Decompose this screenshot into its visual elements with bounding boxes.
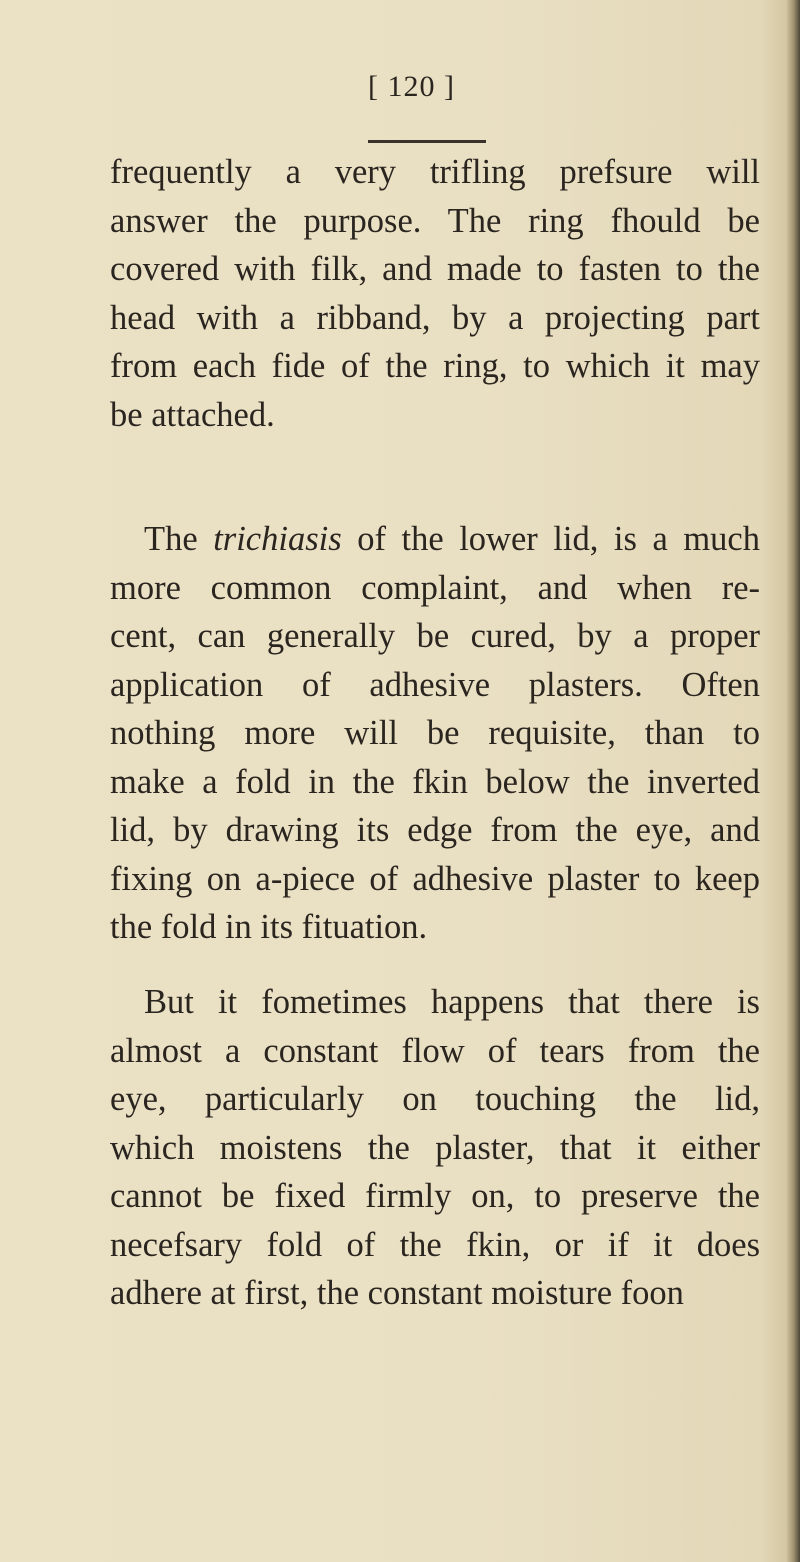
text-line: more common complaint, and when re- xyxy=(110,568,760,607)
text-line: covered with filk, and made to fasten to the xyxy=(110,250,760,288)
text-line: answer the purpose. The ring fhould be xyxy=(110,201,760,240)
text-line: which moistens the plaster, that it either xyxy=(110,1128,760,1167)
text-line: from each fide of the ring, to which it may xyxy=(110,347,760,385)
text-line: almost a constant flow of tears from the xyxy=(110,1031,760,1070)
text-line: fixing on a-piece of adhesive plaster to keep xyxy=(110,859,760,898)
text-line: application of adhesive plasters. Often xyxy=(110,665,760,704)
paragraph-3 xyxy=(110,978,760,1318)
paragraph-2 xyxy=(110,515,760,952)
text-line: be attached. xyxy=(110,395,275,434)
text-line: the fold in its fituation. xyxy=(110,908,428,946)
text-line: frequently a very trifling prefsure will xyxy=(110,153,760,191)
text-line: necefsary fold of the fkin, or if it does xyxy=(110,1225,760,1264)
lead-rest: of the lower lid, is a much xyxy=(357,520,760,558)
text-line: eye, particularly on touching the lid, xyxy=(110,1080,760,1118)
lead-word: The xyxy=(144,520,198,558)
italic-term: trichiasis xyxy=(213,520,342,558)
text-line: cannot be fixed firmly on, to preserve the xyxy=(110,1177,760,1215)
page-edge-shadow xyxy=(786,0,800,1562)
page-number: [ 120 ] xyxy=(368,70,455,103)
paragraph-1 xyxy=(110,148,760,439)
text-line: cent, can generally be cured, by a proper xyxy=(110,617,760,655)
text-line: But it fometimes happens that there is xyxy=(144,983,760,1021)
text-line-lead xyxy=(110,515,760,564)
text-line: nothing more will be requisite, than to xyxy=(110,714,760,752)
text-line: adhere at first, the constant moisture foon xyxy=(110,1274,684,1312)
text-line: make a fold in the fkin below the inverted xyxy=(110,762,760,801)
text-line: head with a ribband, by a projecting part xyxy=(110,298,760,337)
header-rule xyxy=(368,140,486,143)
text-line: lid, by drawing its edge from the eye, and xyxy=(110,811,760,849)
